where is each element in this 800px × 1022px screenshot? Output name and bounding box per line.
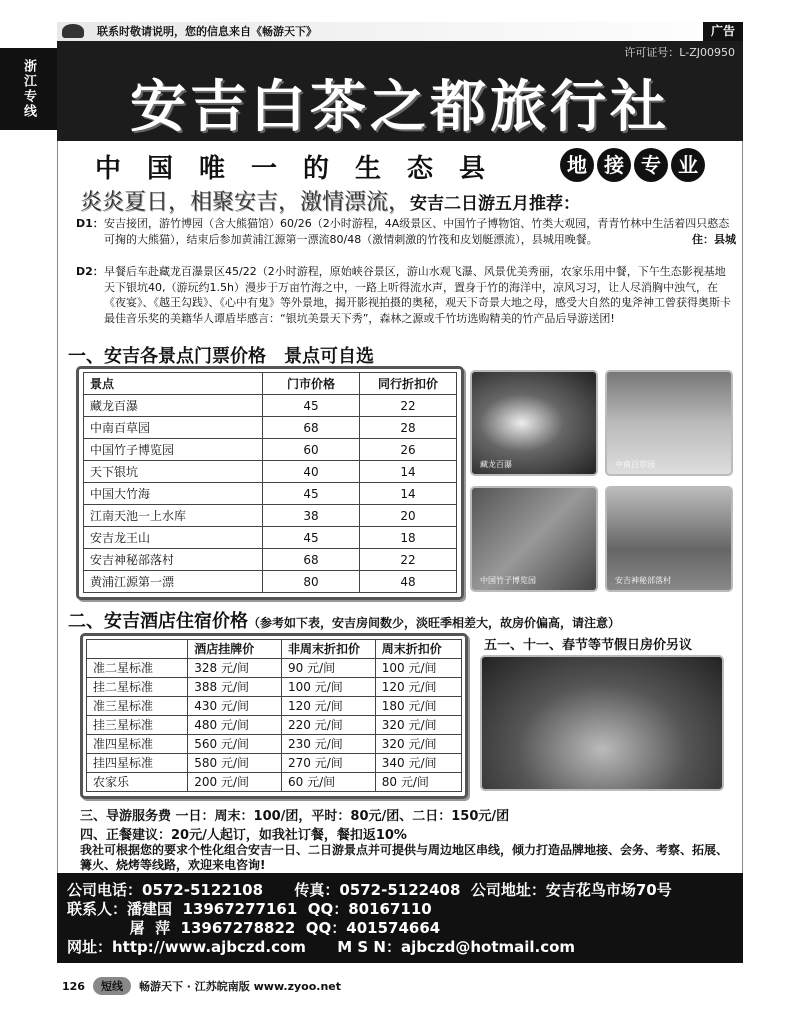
table-cell: 480 元/间: [188, 716, 282, 735]
photo-bamboo-park: [470, 486, 598, 592]
photo-waterfall: [470, 370, 598, 476]
holiday-note: 五一、十一、春节等节假日房价另议: [484, 638, 693, 653]
table-cell: 藏龙百瀑: [84, 395, 263, 417]
badge-char: 专: [634, 148, 668, 182]
contact-web: 网址：http://www.ajbczd.com M S N：ajbczd@hotmail.com: [67, 938, 576, 956]
badge-char: 接: [597, 148, 631, 182]
photo-caption: 中南百草园: [615, 460, 655, 469]
day-label: D2：: [76, 265, 104, 278]
table-cell: 26: [360, 439, 457, 461]
table-cell: 挂二星标准: [87, 678, 188, 697]
table-cell: 40: [263, 461, 360, 483]
table-cell: 120 元/间: [375, 678, 461, 697]
magazine-logo-icon: [62, 24, 84, 38]
table-cell: 38: [263, 505, 360, 527]
table-cell: 220 元/间: [282, 716, 376, 735]
day-text: 安吉接团，游竹博园（含大熊猫馆）60/26（2小时游程，4A级景区、中国竹子博物馆、竹类大观园，青青竹林中生活着四只憨态可掬的大熊猫），结束后参加黄浦江源第一漂流80/48（激情刺激的竹筏和皮划艇漂流），县城用晚餐。: [104, 217, 730, 246]
table-cell: 准三星标准: [87, 697, 188, 716]
tickets-heading: 一、安吉各景点门票价格 景点可自选: [68, 346, 374, 367]
table-cell: 68: [263, 549, 360, 571]
table-row: [87, 735, 462, 754]
table-cell: 黄浦江源第一漂: [84, 571, 263, 593]
table-cell: 准二星标准: [87, 659, 188, 678]
tickets-box: [76, 366, 464, 600]
contact-person-1: 联系人：潘建国 13967277161 QQ：80167110: [67, 900, 432, 918]
table-cell: 挂三星标准: [87, 716, 188, 735]
table-row: [84, 395, 457, 417]
table-row: [87, 716, 462, 735]
hotels-heading: [68, 607, 620, 633]
table-cell: 560 元/间: [188, 735, 282, 754]
table-row: [84, 505, 457, 527]
tickets-table: [83, 372, 457, 593]
guide-fee: 三、导游服务费 一日：周末：100/团，平时：80元/团、二日：150元/团: [80, 809, 510, 824]
license-number: 许可证号：L-ZJ00950: [624, 46, 735, 59]
table-cell: 270 元/间: [282, 754, 376, 773]
table-row: [84, 461, 457, 483]
table-cell: 安吉神秘部落村: [84, 549, 263, 571]
table-cell: 80 元/间: [375, 773, 461, 792]
table-cell: 安吉龙王山: [84, 527, 263, 549]
itinerary-day1: [76, 216, 736, 247]
table-cell: 45: [263, 483, 360, 505]
table-cell: 挂四星标准: [87, 754, 188, 773]
table-cell: 22: [360, 395, 457, 417]
badge-char: 业: [671, 148, 705, 182]
photo-caption: 安吉神秘部落村: [615, 576, 671, 585]
ad-label: 广告: [703, 22, 743, 41]
photo-caption: 藏龙百瀑: [480, 460, 512, 469]
table-cell: 200 元/间: [188, 773, 282, 792]
slogan-text: 炎炎夏日，相聚安吉，激情漂流，: [80, 190, 411, 215]
column-header: 非周末折扣价: [282, 640, 376, 659]
table-cell: 天下银坑: [84, 461, 263, 483]
table-cell: 388 元/间: [188, 678, 282, 697]
itinerary-day2: [76, 264, 736, 326]
table-row: [84, 417, 457, 439]
table-cell: 14: [360, 461, 457, 483]
table-cell: 180 元/间: [375, 697, 461, 716]
table-cell: 45: [263, 527, 360, 549]
page-title: 安吉白茶之都旅行社: [130, 75, 670, 140]
table-header: [84, 373, 457, 395]
table-cell: 120 元/间: [282, 697, 376, 716]
side-tab: 浙江专线: [0, 48, 57, 130]
hotels-table: [86, 639, 462, 792]
contact-person-2: 屠 萍 13967278822 QQ：401574664: [67, 919, 441, 937]
photo-herb-garden: [605, 370, 733, 476]
table-cell: 农家乐: [87, 773, 188, 792]
column-header: [87, 640, 188, 659]
contact-box: [57, 873, 743, 963]
slogan-eco: 中国唯一的生态县: [95, 154, 512, 184]
table-row: [87, 678, 462, 697]
table-cell: 430 元/间: [188, 697, 282, 716]
table-cell: 中国大竹海: [84, 483, 263, 505]
table-row: [87, 697, 462, 716]
photo-tribal-village: [605, 486, 733, 592]
table-row: [84, 549, 457, 571]
table-cell: 68: [263, 417, 360, 439]
recommend-title: 安吉二日游五月推荐：: [410, 194, 581, 214]
table-cell: 90 元/间: [282, 659, 376, 678]
badge-char: 地: [560, 148, 594, 182]
table-cell: 320 元/间: [375, 716, 461, 735]
hotels-box: [80, 633, 468, 799]
column-header: 周末折扣价: [375, 640, 461, 659]
table-cell: 230 元/间: [282, 735, 376, 754]
table-cell: 100 元/间: [375, 659, 461, 678]
header-banner: [57, 41, 743, 141]
source-notice: 联系时敬请说明，您的信息来自《畅游天下》: [57, 22, 743, 41]
table-cell: 20: [360, 505, 457, 527]
table-row: [87, 659, 462, 678]
table-row: [84, 527, 457, 549]
table-cell: 340 元/间: [375, 754, 461, 773]
table-cell: 28: [360, 417, 457, 439]
column-header: 酒店挂牌价: [188, 640, 282, 659]
day-text: 早餐后车赴藏龙百瀑景区45/22（2小时游程，原始峡谷景区，游山水观飞瀑、风景优美秀丽，农家乐用中餐，下午生态影视基地天下银坑40,（游玩约1.5h）漫步于万亩竹海之中，一路上听得流水声，置身于竹的海洋中，凉风习习，让人尽消胸中浊气，在《夜宴》、《越王勾践》、《心中有鬼》等外景地，揭开影视拍摄的奥秘，观天下奇景大地之母，感受大自然的鬼斧神工曾获得奥斯卡最佳音乐奖的美籍华人谭盾毕感言：“银坑美景天下秀”，森林之源或千竹坊选购精美的竹产品后导游送团!: [104, 265, 731, 325]
table-cell: 22: [360, 549, 457, 571]
table-header: [87, 640, 462, 659]
table-cell: 580 元/间: [188, 754, 282, 773]
table-row: [84, 483, 457, 505]
column-header: 景点: [84, 373, 263, 395]
table-cell: 60: [263, 439, 360, 461]
day-label: D1：: [76, 217, 104, 230]
table-cell: 18: [360, 527, 457, 549]
table-cell: 45: [263, 395, 360, 417]
hotels-note: （参考如下表，安吉房间数少，淡旺季相差大，故房价偏高，请注意）: [248, 616, 621, 630]
table-row: [87, 773, 462, 792]
table-cell: 中国竹子博览园: [84, 439, 263, 461]
table-cell: 准四星标准: [87, 735, 188, 754]
table-cell: 中南百草园: [84, 417, 263, 439]
table-cell: 320 元/间: [375, 735, 461, 754]
table-row: [87, 754, 462, 773]
column-header: 同行折扣价: [360, 373, 457, 395]
custom-service: 我社可根据您的要求个性化组合安吉一日、二日游景点并可提供与周边地区串线，倾力打造品牌地接、会务、考察、拓展、篝火、烧烤等线路，欢迎来电咨询!: [80, 843, 729, 872]
page-number: 126: [62, 980, 85, 993]
contact-phone: 公司电话：0572-5122108 传真：0572-5122408 公司地址：安吉花鸟市场70号: [67, 881, 672, 899]
table-cell: 328 元/间: [188, 659, 282, 678]
page-footer: [62, 977, 341, 995]
meal-suggestion: 四、正餐建议：20元/人起订，如我社订餐，餐扣返10%: [80, 828, 407, 843]
publication: 畅游天下 · 江苏皖南版 www.zyoo.net: [138, 980, 342, 993]
table-cell: 江南天池一上水库: [84, 505, 263, 527]
photo-rafting: [480, 655, 724, 791]
column-header: 门市价格: [263, 373, 360, 395]
table-cell: 80: [263, 571, 360, 593]
slogan-summer: [80, 185, 580, 216]
table-row: [84, 571, 457, 593]
table-row: [84, 439, 457, 461]
stay-info: 住：县城: [686, 232, 736, 248]
table-cell: 48: [360, 571, 457, 593]
hotels-title: 二、安吉酒店住宿价格: [68, 611, 248, 632]
table-cell: 100 元/间: [282, 678, 376, 697]
section-pill: 短线: [93, 977, 131, 995]
table-cell: 60 元/间: [282, 773, 376, 792]
photo-caption: 中国竹子博览园: [480, 576, 536, 585]
table-cell: 14: [360, 483, 457, 505]
